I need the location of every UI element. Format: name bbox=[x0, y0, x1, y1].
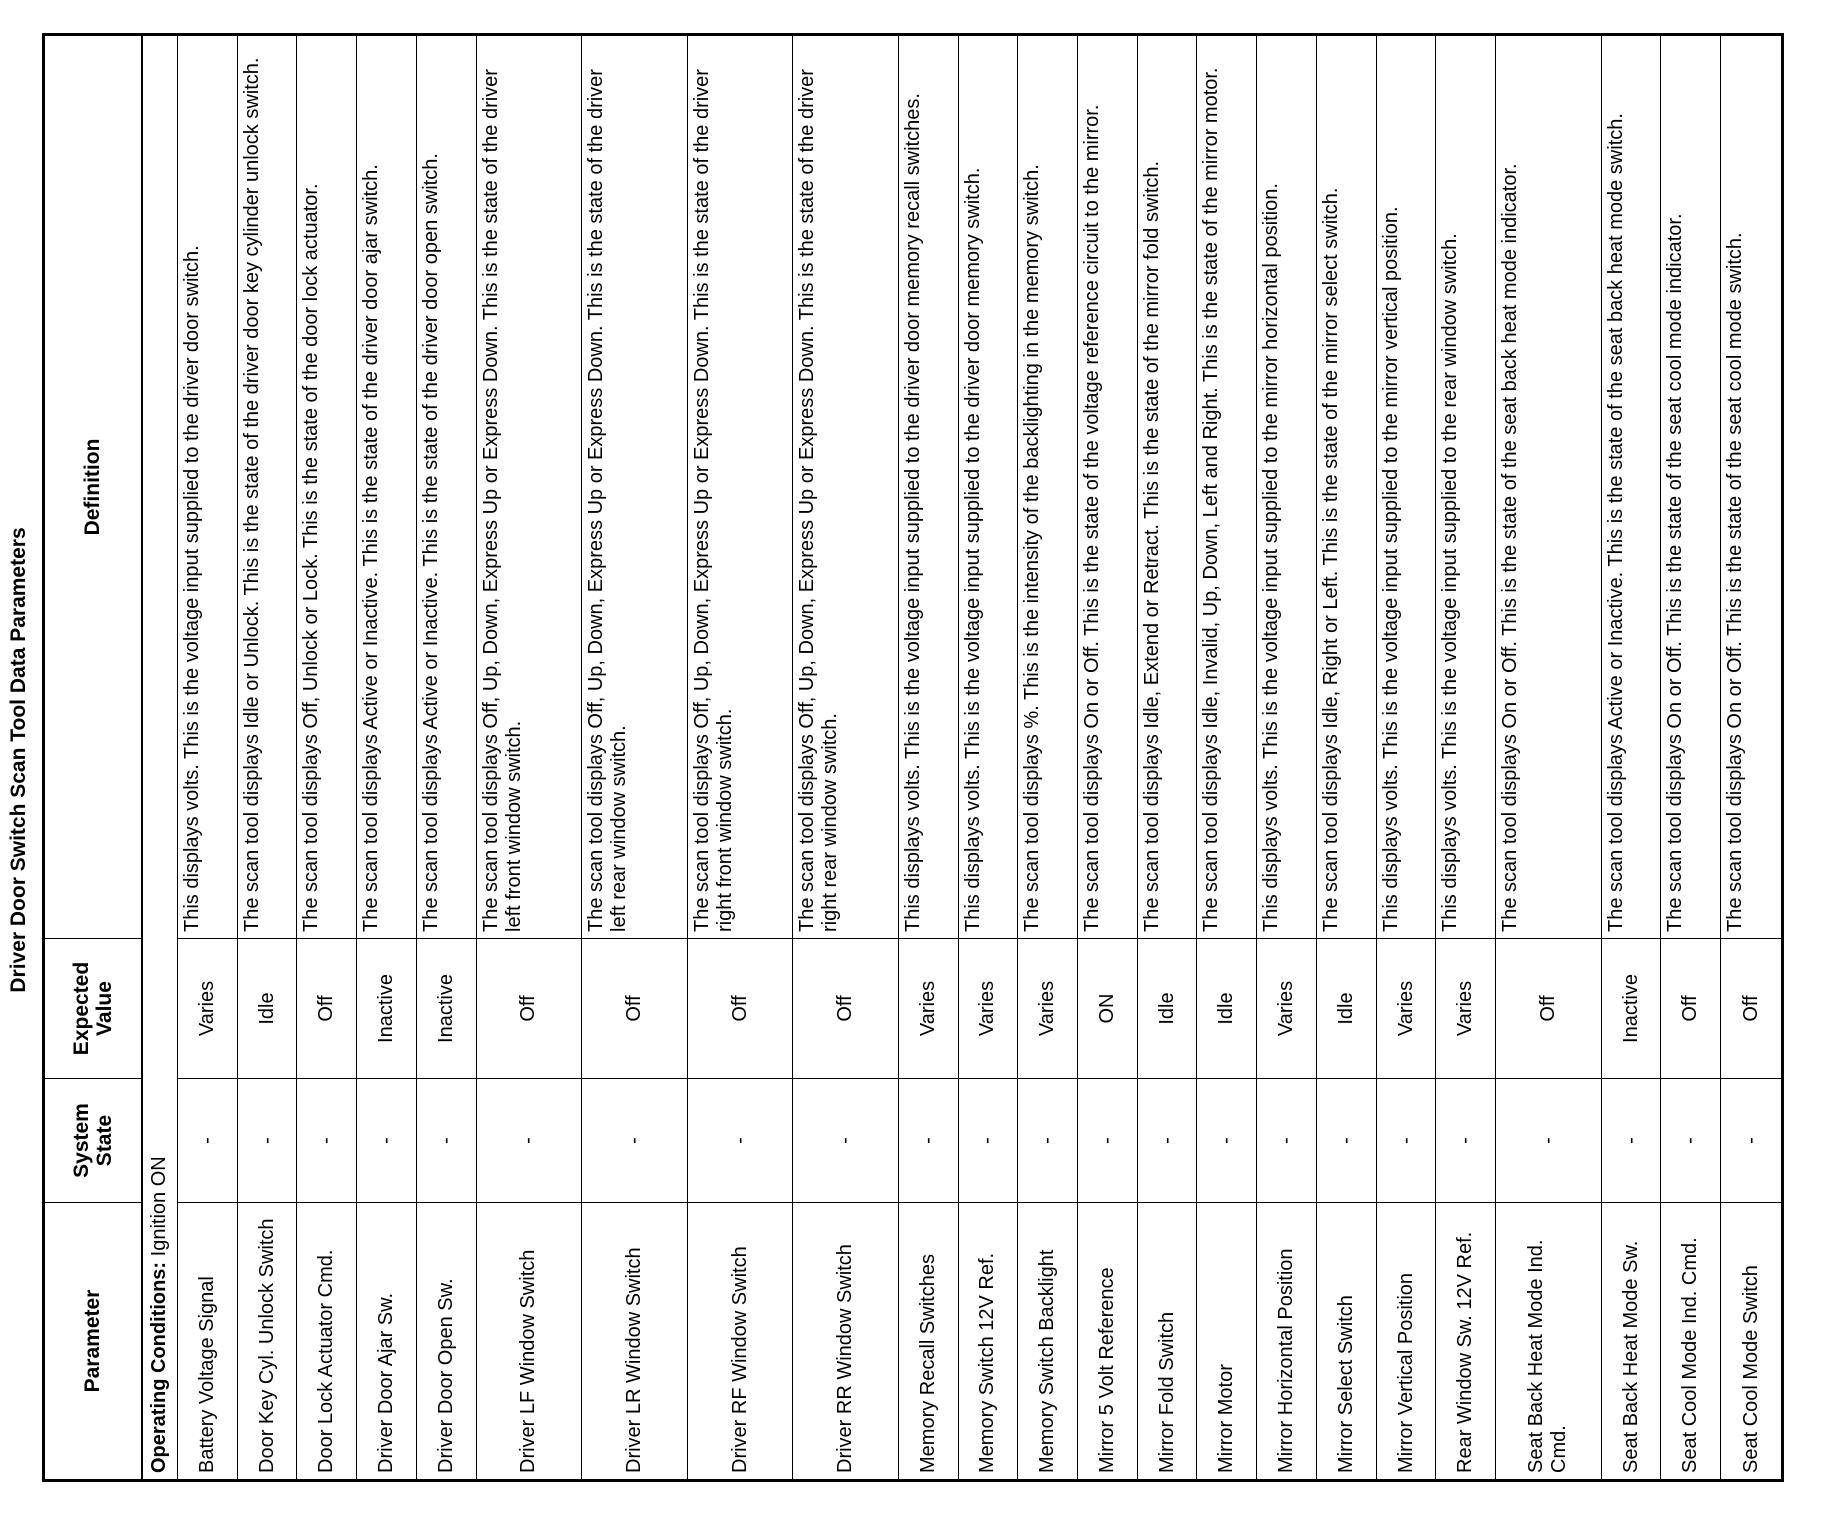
table-row bbox=[178, 35, 238, 1481]
parameter-cell: Mirror Vertical Position bbox=[1376, 1203, 1436, 1481]
system-state-cell: - bbox=[793, 1079, 899, 1203]
parameter-cell: Memory Switch Backlight bbox=[1018, 1203, 1078, 1481]
table-row bbox=[1078, 35, 1138, 1481]
expected-value-cell: Off bbox=[297, 939, 357, 1079]
parameter-cell: Memory Recall Switches bbox=[898, 1203, 958, 1481]
page-title: Driver Door Switch Scan Tool Data Parameters bbox=[7, 527, 30, 993]
expected-value-cell: Off bbox=[687, 939, 793, 1079]
table-row bbox=[1257, 35, 1317, 1481]
table-row bbox=[1436, 35, 1496, 1481]
parameter-cell: Mirror 5 Volt Reference bbox=[1078, 1203, 1138, 1481]
definition-cell: The scan tool displays Off, Up, Down, Express Up or Express Down. This is the state of the driver left front window switch. bbox=[476, 35, 582, 939]
parameter-cell: Driver RR Window Switch bbox=[793, 1203, 899, 1481]
table-row bbox=[1137, 35, 1197, 1481]
expected-value-cell: Off bbox=[793, 939, 899, 1079]
expected-value-cell: Varies bbox=[958, 939, 1018, 1079]
definition-cell: The scan tool displays On or Off. This is the state of the seat cool mode indicator. bbox=[1661, 35, 1721, 939]
expected-value-cell: Off bbox=[476, 939, 582, 1079]
expected-value-cell: Inactive bbox=[1601, 939, 1661, 1079]
parameter-cell: Door Key Cyl. Unlock Switch bbox=[237, 1203, 297, 1481]
system-state-cell: - bbox=[297, 1079, 357, 1203]
definition-cell: This displays volts. This is the voltage input supplied to the driver door switch. bbox=[178, 35, 238, 939]
table-row bbox=[237, 35, 297, 1481]
parameter-cell: Mirror Fold Switch bbox=[1137, 1203, 1197, 1481]
definition-cell: The scan tool displays Idle, Extend or Retract. This is the state of the mirror fold switch. bbox=[1137, 35, 1197, 939]
system-state-cell: - bbox=[476, 1079, 582, 1203]
expected-value-cell: Idle bbox=[1316, 939, 1376, 1079]
table-row bbox=[793, 35, 899, 1481]
header-expected-value: Expected Value bbox=[44, 939, 142, 1079]
system-state-cell: - bbox=[1721, 1079, 1783, 1203]
expected-value-cell: Varies bbox=[1376, 939, 1436, 1079]
system-state-cell: - bbox=[958, 1079, 1018, 1203]
parameter-cell: Mirror Motor bbox=[1197, 1203, 1257, 1481]
definition-cell: The scan tool displays Idle, Right or Left. This is the state of the mirror select switch. bbox=[1316, 35, 1376, 939]
expected-value-cell: Varies bbox=[1257, 939, 1317, 1079]
parameter-cell: Rear Window Sw. 12V Ref. bbox=[1436, 1203, 1496, 1481]
definition-cell: The scan tool displays Off, Up, Down, Express Up or Express Down. This is the state of the driver left rear window switch. bbox=[582, 35, 688, 939]
definition-cell: This displays volts. This is the voltage input supplied to the driver door memory switch. bbox=[958, 35, 1018, 939]
header-definition: Definition bbox=[44, 35, 142, 939]
definition-cell: The scan tool displays Idle, Invalid, Up, Down, Left and Right. This is the state of the mirror motor. bbox=[1197, 35, 1257, 939]
expected-value-cell: Varies bbox=[898, 939, 958, 1079]
system-state-cell: - bbox=[357, 1079, 417, 1203]
table-row bbox=[416, 35, 476, 1481]
definition-cell: The scan tool displays Active or Inactive. This is the state of the seat back heat mode switch. bbox=[1601, 35, 1661, 939]
definition-cell: The scan tool displays Active or Inactive. This is the state of the driver door ajar switch. bbox=[357, 35, 417, 939]
table-row bbox=[898, 35, 958, 1481]
table-row bbox=[582, 35, 688, 1481]
system-state-cell: - bbox=[582, 1079, 688, 1203]
expected-value-cell: Idle bbox=[1197, 939, 1257, 1079]
parameter-cell: Driver Door Open Sw. bbox=[416, 1203, 476, 1481]
table-row bbox=[357, 35, 417, 1481]
expected-value-cell: Off bbox=[582, 939, 688, 1079]
expected-value-cell: Off bbox=[1496, 939, 1602, 1079]
expected-value-cell: Varies bbox=[1018, 939, 1078, 1079]
parameter-cell: Mirror Select Switch bbox=[1316, 1203, 1376, 1481]
system-state-cell: - bbox=[1197, 1079, 1257, 1203]
definition-cell: The scan tool displays On or Off. This is the state of the seat back heat mode indicator. bbox=[1496, 35, 1602, 939]
system-state-cell: - bbox=[1018, 1079, 1078, 1203]
operating-conditions-row bbox=[142, 35, 178, 1481]
definition-cell: The scan tool displays Active or Inactive. This is the state of the driver door open switch. bbox=[416, 35, 476, 939]
expected-value-cell: Off bbox=[1661, 939, 1721, 1079]
expected-value-cell: Varies bbox=[1436, 939, 1496, 1079]
table-row bbox=[297, 35, 357, 1481]
table-row bbox=[1721, 35, 1783, 1481]
table-row bbox=[1316, 35, 1376, 1481]
table-row bbox=[958, 35, 1018, 1481]
system-state-cell: - bbox=[1601, 1079, 1661, 1203]
operating-conditions-blank bbox=[142, 35, 178, 1079]
operating-conditions-label: Operating Conditions: bbox=[148, 1261, 171, 1473]
parameter-cell: Mirror Horizontal Position bbox=[1257, 1203, 1317, 1481]
system-state-cell: - bbox=[1496, 1079, 1602, 1203]
parameter-cell: Driver Door Ajar Sw. bbox=[357, 1203, 417, 1481]
parameter-cell: Seat Cool Mode Switch bbox=[1721, 1203, 1783, 1481]
parameter-cell: Seat Back Heat Mode Ind. Cmd. bbox=[1496, 1203, 1602, 1481]
system-state-cell: - bbox=[1257, 1079, 1317, 1203]
system-state-cell: - bbox=[237, 1079, 297, 1203]
definition-cell: The scan tool displays Off, Up, Down, Express Up or Express Down. This is the state of the driver right front window switch. bbox=[687, 35, 793, 939]
table-row bbox=[476, 35, 582, 1481]
system-state-cell: - bbox=[1661, 1079, 1721, 1203]
parameter-cell: Driver LF Window Switch bbox=[476, 1203, 582, 1481]
definition-cell: The scan tool displays %. This is the intensity of the backlighting in the memory switch. bbox=[1018, 35, 1078, 939]
expected-value-cell: Varies bbox=[178, 939, 238, 1079]
parameter-cell: Battery Voltage Signal bbox=[178, 1203, 238, 1481]
parameter-cell: Driver LR Window Switch bbox=[582, 1203, 688, 1481]
expected-value-cell: Idle bbox=[237, 939, 297, 1079]
definition-cell: The scan tool displays On or Off. This is the state of the seat cool mode switch. bbox=[1721, 35, 1783, 939]
expected-value-cell: Inactive bbox=[357, 939, 417, 1079]
definition-cell: The scan tool displays Off, Unlock or Lock. This is the state of the door lock actuator. bbox=[297, 35, 357, 939]
definition-cell: This displays volts. This is the voltage input supplied to the mirror horizontal position. bbox=[1257, 35, 1317, 939]
system-state-cell: - bbox=[898, 1079, 958, 1203]
system-state-cell: - bbox=[416, 1079, 476, 1203]
system-state-cell: - bbox=[1137, 1079, 1197, 1203]
table-row bbox=[687, 35, 793, 1481]
table-body bbox=[142, 35, 1783, 1481]
expected-value-cell: Inactive bbox=[416, 939, 476, 1079]
table-row bbox=[1661, 35, 1721, 1481]
parameter-cell: Memory Switch 12V Ref. bbox=[958, 1203, 1018, 1481]
table-row bbox=[1018, 35, 1078, 1481]
definition-cell: This displays volts. This is the voltage input supplied to the mirror vertical position. bbox=[1376, 35, 1436, 939]
definition-cell: The scan tool displays Idle or Unlock. This is the state of the driver door key cylinder unlock switch. bbox=[237, 35, 297, 939]
operating-conditions-cell bbox=[142, 1079, 178, 1481]
table-header-row bbox=[44, 35, 142, 1481]
expected-value-cell: Idle bbox=[1137, 939, 1197, 1079]
table-row bbox=[1601, 35, 1661, 1481]
table-row bbox=[1376, 35, 1436, 1481]
definition-cell: The scan tool displays Off, Up, Down, Express Up or Express Down. This is the state of the driver right rear window switch. bbox=[793, 35, 899, 939]
table-row bbox=[1496, 35, 1602, 1481]
definition-cell: The scan tool displays On or Off. This is the state of the voltage reference circuit to the mirror. bbox=[1078, 35, 1138, 939]
parameters-table bbox=[42, 33, 1784, 1482]
definition-cell: This displays volts. This is the voltage input supplied to the rear window switch. bbox=[1436, 35, 1496, 939]
system-state-cell: - bbox=[1316, 1079, 1376, 1203]
definition-cell: This displays volts. This is the voltage input supplied to the driver door memory recall switches. bbox=[898, 35, 958, 939]
system-state-cell: - bbox=[1078, 1079, 1138, 1203]
header-system-state: System State bbox=[44, 1079, 142, 1203]
parameter-cell: Seat Back Heat Mode Sw. bbox=[1601, 1203, 1661, 1481]
expected-value-cell: ON bbox=[1078, 939, 1138, 1079]
operating-conditions-value: Ignition ON bbox=[148, 1156, 171, 1257]
parameter-cell: Seat Cool Mode Ind. Cmd. bbox=[1661, 1203, 1721, 1481]
system-state-cell: - bbox=[178, 1079, 238, 1203]
header-parameter: Parameter bbox=[44, 1203, 142, 1481]
expected-value-cell: Off bbox=[1721, 939, 1783, 1079]
system-state-cell: - bbox=[1436, 1079, 1496, 1203]
parameter-cell: Driver RF Window Switch bbox=[687, 1203, 793, 1481]
system-state-cell: - bbox=[687, 1079, 793, 1203]
system-state-cell: - bbox=[1376, 1079, 1436, 1203]
parameter-cell: Door Lock Actuator Cmd. bbox=[297, 1203, 357, 1481]
table-row bbox=[1197, 35, 1257, 1481]
